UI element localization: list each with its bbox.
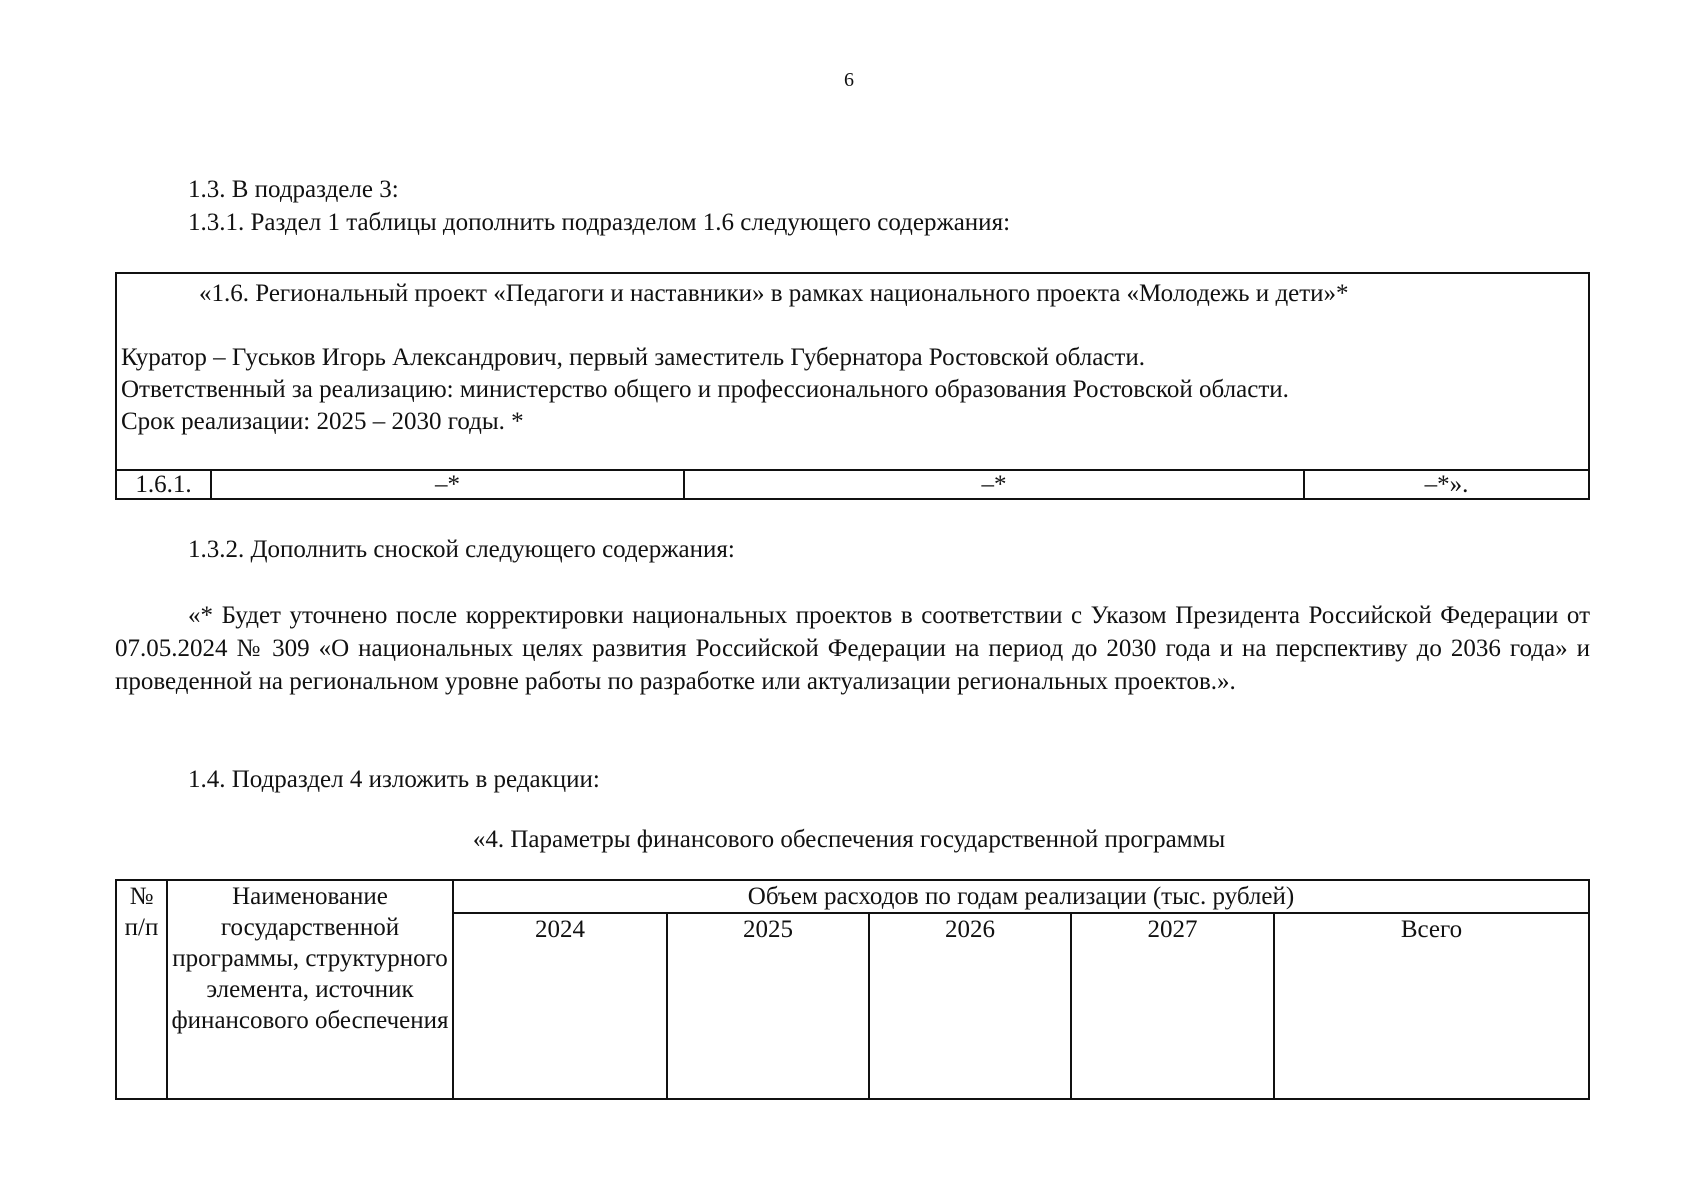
- header-total: Всего: [1274, 913, 1589, 1099]
- header-year-2027: 2027: [1071, 913, 1274, 1099]
- table-row-1-6-1: [115, 469, 1590, 500]
- section-1-4: 1.4. Подраздел 4 изложить в редакции:: [188, 766, 600, 793]
- header-number: № п/п: [116, 880, 167, 1099]
- section-4-title: «4. Параметры финансового обеспечения государственной программы: [472, 826, 1226, 853]
- regional-project-box: [115, 272, 1590, 471]
- section-1-3: 1.3. В подразделе 3:: [188, 176, 399, 203]
- section-1-3-2: 1.3.2. Дополнить сноской следующего содержания:: [188, 536, 735, 563]
- row-cell-1: –*: [212, 471, 685, 498]
- row-cell-3: –*».: [1424, 471, 1469, 498]
- row-number: 1.6.1.: [117, 471, 212, 498]
- project-curator: Куратор – Гуськов Игорь Александрович, первый заместитель Губернатора Ростовской области.: [121, 344, 1145, 371]
- header-name: Наименование государственной программы, структурного элемента, источник финансового обеспечения: [167, 880, 453, 1099]
- footnote-text: «* Будет уточнено после корректировки национальных проектов в соответствии с Указом Президента Российской Федерации от 07.05.2024 № 309 «О национальных целях развития Российской Федерации на период до 2030 года и на перспективу до 2036 года» и проведенной на региональном уровне работы по разработке или актуализации региональных проектов.».: [115, 602, 1590, 695]
- header-year-2026: 2026: [869, 913, 1071, 1099]
- header-year-2024: 2024: [453, 913, 667, 1099]
- footnote-paragraph: [115, 599, 1590, 698]
- page-number: 6: [844, 69, 854, 91]
- financial-parameters-table: [115, 879, 1590, 1100]
- header-expenses-by-year: Объем расходов по годам реализации (тыс. рублей): [453, 880, 1589, 913]
- project-heading: «1.6. Региональный проект «Педагоги и наставники» в рамках национального проекта «Молодежь и дети»*: [199, 280, 1349, 307]
- row-cell-2: –*: [685, 471, 1305, 498]
- project-term: Срок реализации: 2025 – 2030 годы. *: [121, 408, 524, 435]
- project-responsible: Ответственный за реализацию: министерство общего и профессионального образования Ростовской области.: [121, 376, 1289, 403]
- section-1-3-1: 1.3.1. Раздел 1 таблицы дополнить подразделом 1.6 следующего содержания:: [188, 209, 1011, 236]
- header-year-2025: 2025: [667, 913, 869, 1099]
